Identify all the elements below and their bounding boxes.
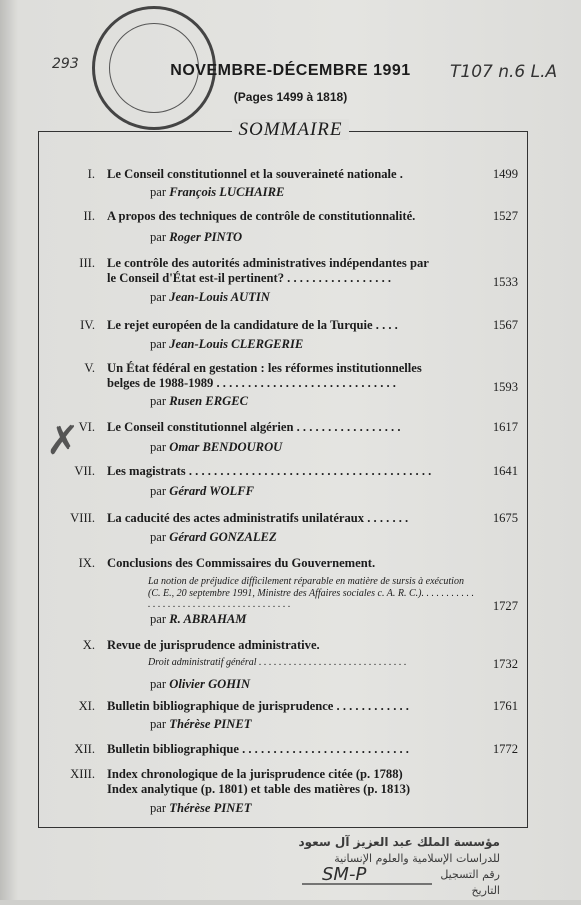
entry-page-number: 1593 (492, 380, 518, 394)
entry-title (107, 318, 477, 333)
entry-title-line: belges de 1988-1989 . . . . . . . . . . . . . . . . . . . . . . . . . . . . . (107, 376, 396, 390)
entry-page-number: 1567 (492, 318, 518, 332)
entry-title (107, 556, 477, 571)
entry-author (150, 394, 248, 409)
entry-note: Droit administratif général . . . . . . . . . . . . . . . . . . . . . . . . . . . . . . (148, 657, 407, 668)
entry-page-number: 1732 (492, 657, 518, 671)
entry-title-line: Index analytique (p. 1801) et table des matières (p. 1813) (107, 782, 411, 796)
entry-number: I. (87, 167, 95, 181)
entry-page-number: 1761 (492, 699, 518, 713)
entry-page-number: 1772 (492, 742, 518, 756)
stamp-date-label: التاريخ (471, 884, 500, 897)
entry-author (150, 484, 254, 499)
entry-title-line: Un État fédéral en gestation : les réformes institutionnelles (107, 361, 422, 375)
entry-title-line: Le contrôle des autorités administratives indépendantes par (107, 256, 429, 270)
entry-number: IX. (78, 556, 95, 570)
entry-title-line: Le rejet européen de la candidature de la Turquie . . . . (107, 318, 398, 332)
author-name: Jean-Louis AUTIN (169, 290, 270, 304)
author-prefix: par (150, 337, 167, 351)
entry-author (150, 530, 277, 545)
author-name: Gérard GONZALEZ (169, 530, 277, 544)
entry-title-line: Bulletin bibliographique . . . . . . . . . . . . . . . . . . . . . . . . . . . (107, 742, 409, 756)
entry-title-line: Index chronologique de la jurisprudence citée (p. 1788) (107, 767, 403, 781)
author-prefix: par (150, 801, 167, 815)
entry-title (107, 742, 477, 757)
author-prefix: par (150, 230, 167, 244)
entry-page-number: 1527 (492, 209, 518, 223)
entry-title (107, 767, 477, 797)
sommaire-label: SOMMAIRE (232, 119, 348, 140)
author-prefix: par (150, 677, 167, 691)
entry-title-line: Bulletin bibliographique de jurisprudence . . . . . . . . . . . . (107, 699, 409, 713)
entry-title (107, 167, 477, 182)
entry-title (107, 361, 477, 391)
entry-number: VII. (74, 464, 95, 478)
handwritten-reference: T107 n.6 L.A (450, 62, 558, 82)
entry-number: V. (84, 361, 95, 375)
entry-author (150, 612, 246, 627)
author-name: R. ABRAHAM (169, 612, 247, 626)
author-prefix: par (150, 612, 167, 626)
institution-stamp (262, 830, 562, 900)
entry-number: XIII. (70, 767, 95, 781)
entry-page-number: 1533 (492, 275, 518, 289)
entry-number: IV. (80, 318, 95, 332)
author-name: Thérèse PINET (169, 801, 252, 815)
entry-title-line: A propos des techniques de contrôle de constitutionnalité. (107, 209, 416, 223)
entry-author (150, 337, 303, 352)
entry-title-line: le Conseil d'État est-il pertinent? . . . . . . . . . . . . . . . . . (107, 271, 392, 285)
author-prefix: par (150, 394, 167, 408)
author-name: Rusen ERGEC (169, 394, 248, 408)
entry-title-line: Conclusions des Commissaires du Gouvernement. (107, 556, 376, 570)
author-name: Thérèse PINET (169, 717, 252, 731)
entry-title (107, 256, 477, 286)
stamp-line-1: مؤسسة الملك عبد العزيز آل سعود (298, 835, 500, 849)
entry-author (150, 440, 282, 455)
entry-title-line: Revue de jurisprudence administrative. (107, 638, 320, 652)
entry-page-number: 1727 (492, 599, 518, 613)
author-prefix: par (150, 290, 167, 304)
issue-title: NOVEMBRE-DÉCEMBRE 1991 (170, 62, 411, 79)
handwritten-x-mark: ✗ (46, 418, 80, 464)
author-prefix: par (150, 484, 167, 498)
entry-number: II. (83, 209, 95, 223)
issue-pages: (Pages 1499 à 1818) (233, 90, 348, 104)
stamp-registration-label: رقم التسجيل (440, 868, 500, 881)
entry-number: VIII. (70, 511, 95, 525)
entry-number: VI. (78, 420, 95, 434)
entry-number: X. (82, 638, 95, 652)
entry-author (150, 230, 242, 245)
entry-number: XII. (74, 742, 95, 756)
entry-title (107, 464, 477, 479)
entry-number: III. (79, 256, 95, 270)
author-prefix: par (150, 440, 167, 454)
stamp-line-2: للدراسات الإسلامية والعلوم الإنسانية (334, 852, 500, 865)
author-prefix: par (150, 717, 167, 731)
author-name: Olivier GOHIN (169, 677, 251, 691)
entry-title (107, 638, 477, 653)
entry-title-line: Les magistrats . . . . . . . . . . . . . . . . . . . . . . . . . . . . . . . . . . . . . . . (107, 464, 432, 478)
stamp-registration-value: SM-P (322, 864, 367, 885)
entry-title (107, 420, 477, 435)
entry-note: La notion de préjudice difficilement réparable en matière de sursis à exécution (C. E., 20 septembre 1991, Ministre des Affaires sociales c. A. R. C.). . . . . . . . . . . . . . . . . . . . . . . . . . . . . . . . . . . . . . . . (148, 576, 474, 610)
entry-number: XI. (78, 699, 95, 713)
entry-page-number: 1499 (492, 167, 518, 181)
author-name: Jean-Louis CLERGERIE (169, 337, 304, 351)
entry-author (150, 290, 270, 305)
entry-title-line: La caducité des actes administratifs unilatéraux . . . . . . . (107, 511, 409, 525)
entry-author (150, 677, 250, 692)
entry-title (107, 209, 477, 224)
author-prefix: par (150, 185, 167, 199)
handwritten-number: 293 (52, 56, 79, 72)
entry-page-number: 1675 (492, 511, 518, 525)
author-prefix: par (150, 530, 167, 544)
entry-title (107, 699, 477, 714)
contents-box (38, 131, 528, 828)
author-name: Omar BENDOUROU (169, 440, 283, 454)
entry-title (107, 511, 477, 526)
entry-title-line: Le Conseil constitutionnel algérien . . . . . . . . . . . . . . . . . (107, 420, 401, 434)
entry-page-number: 1641 (492, 464, 518, 478)
stamp-graphic (262, 830, 562, 900)
author-name: François LUCHAIRE (169, 185, 285, 199)
author-name: Roger PINTO (169, 230, 243, 244)
entry-title-line: Le Conseil constitutionnel et la souveraineté nationale . (107, 167, 403, 181)
entry-page-number: 1617 (492, 420, 518, 434)
entry-author (150, 185, 284, 200)
entry-author (150, 717, 251, 732)
entry-author (150, 801, 251, 816)
author-name: Gérard WOLFF (169, 484, 255, 498)
